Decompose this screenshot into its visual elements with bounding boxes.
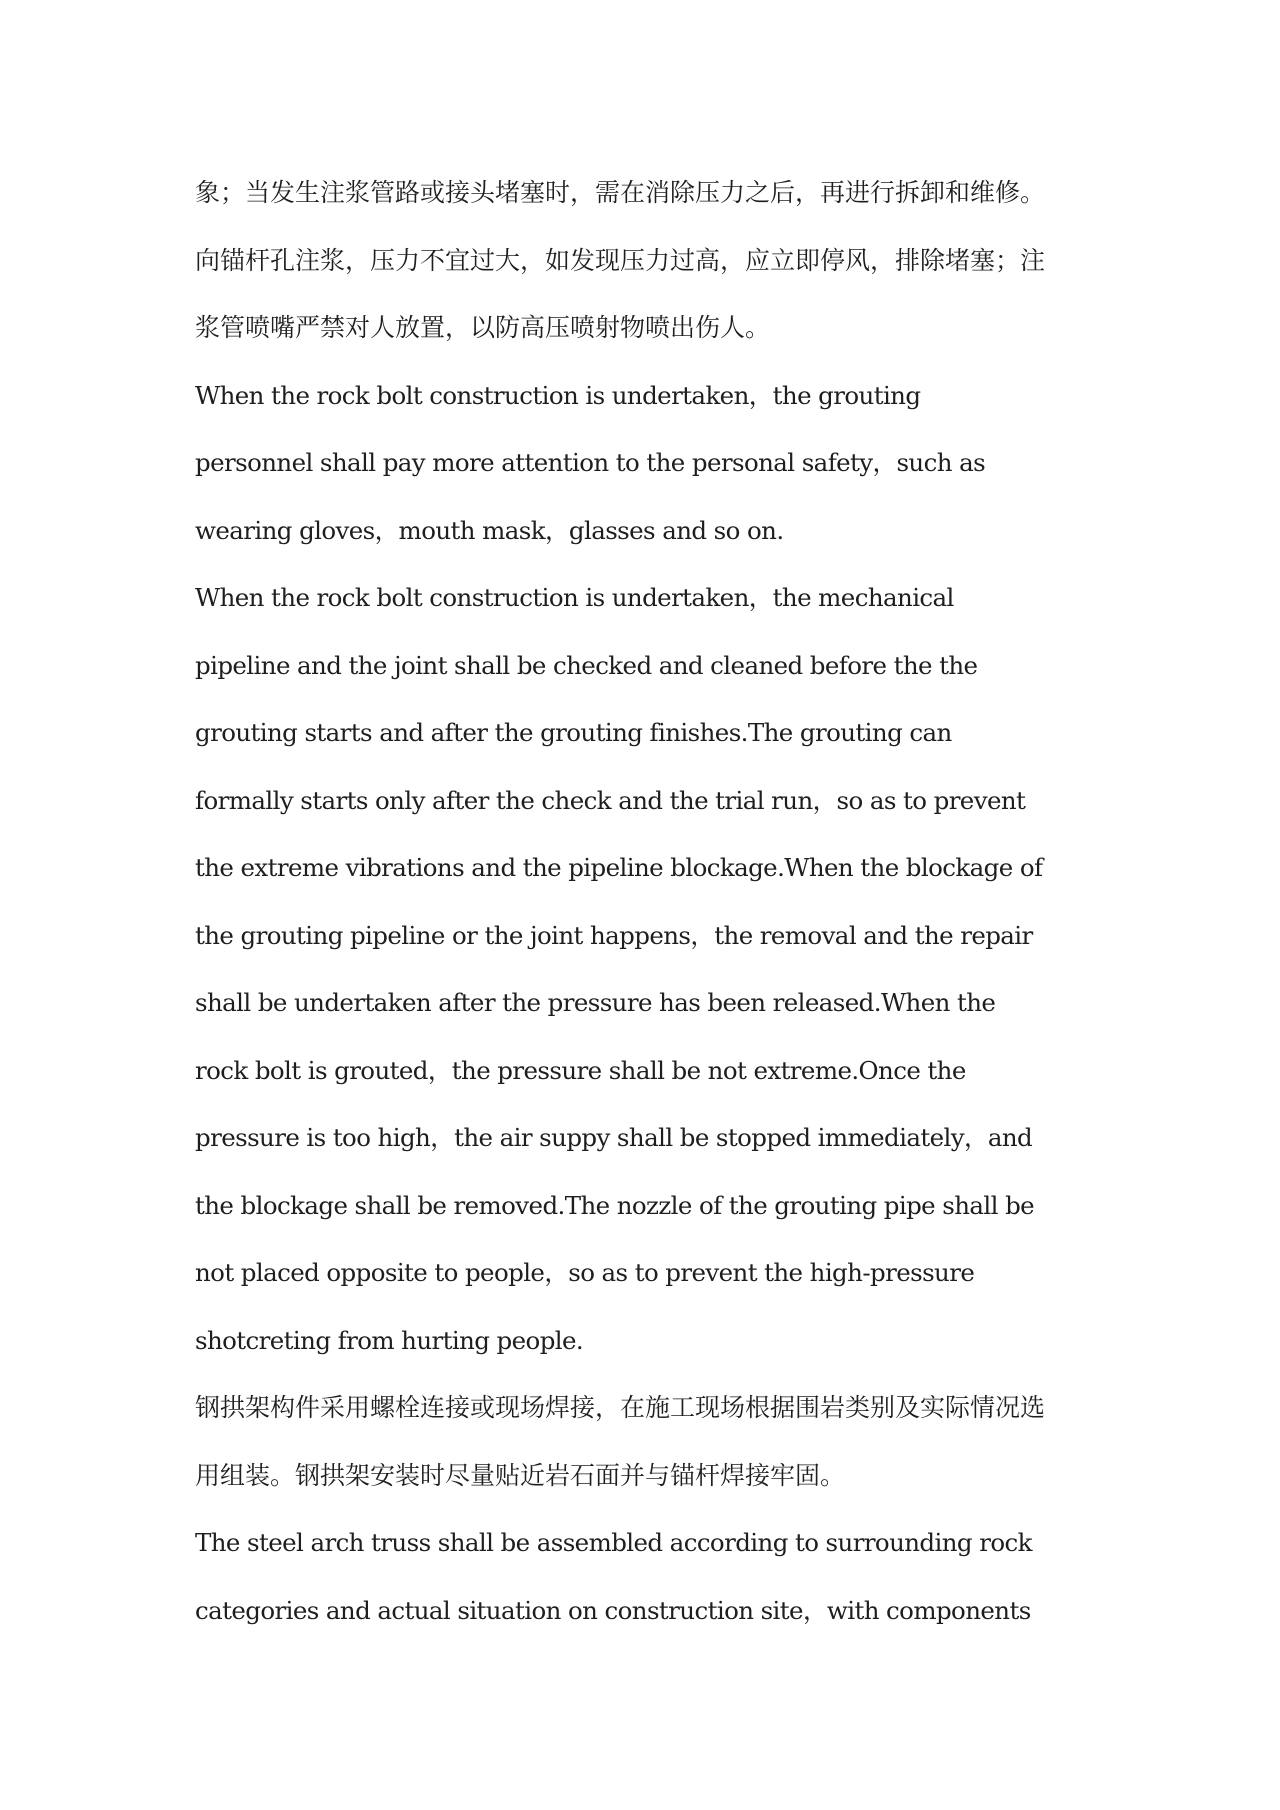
text-line: 向锚杆孔注浆，压力不宜过大，如发现压力过高，应立即停风，排除堵塞；注 <box>195 245 1046 275</box>
text-line: 用组装。钢拱架安装时尽量贴近岩石面并与锚杆焊接牢固。 <box>195 1460 846 1490</box>
text-line: categories and actual situation on construction site，with components <box>195 1595 1031 1625</box>
text-line: the grouting pipeline or the joint happens，the removal and the repair <box>195 920 1033 950</box>
text-line: pressure is too high，the air suppy shall be stopped immediately，and <box>195 1123 1033 1152</box>
paragraph-en-grouting-procedure <box>195 568 1095 1378</box>
text-line: shall be undertaken after the pressure has been released.When the <box>195 988 996 1017</box>
text-line: When the rock bolt construction is undertaken，the grouting <box>195 380 921 410</box>
text-line: When the rock bolt construction is undertaken，the mechanical <box>195 583 954 612</box>
text-line: 钢拱架构件采用螺栓连接或现场焊接，在施工现场根据围岩类别及实际情况选 <box>195 1393 1046 1422</box>
document-body <box>195 163 1095 1648</box>
text-line: formally starts only after the check and the trial run，so as to prevent <box>195 785 1026 815</box>
text-line: the extreme vibrations and the pipeline blockage.When the blockage of <box>195 853 1043 882</box>
text-line: grouting starts and after the grouting finishes.The grouting can <box>195 718 952 747</box>
text-line: 象；当发生注浆管路或接头堵塞时，需在消除压力之后，再进行拆卸和维修。 <box>195 178 1046 207</box>
paragraph-zh-grouting-safety <box>195 163 1095 366</box>
paragraph-en-personal-safety <box>195 366 1095 569</box>
text-line: rock bolt is grouted，the pressure shall be not extreme.Once the <box>195 1055 966 1085</box>
text-line: personnel shall pay more attention to the personal safety，such as <box>195 448 986 477</box>
text-line: not placed opposite to people，so as to prevent the high-pressure <box>195 1258 975 1287</box>
paragraph-en-steel-arch <box>195 1513 1095 1648</box>
text-line: shotcreting from hurting people. <box>195 1325 584 1355</box>
paragraph-zh-steel-arch <box>195 1378 1095 1513</box>
text-line: wearing gloves，mouth mask，glasses and so on. <box>195 515 784 545</box>
text-line: 浆管喷嘴严禁对人放置，以防高压喷射物喷出伤人。 <box>195 313 771 342</box>
text-line: the blockage shall be removed.The nozzle of the grouting pipe shall be <box>195 1190 1035 1220</box>
text-line: The steel arch truss shall be assembled according to surrounding rock <box>195 1528 1032 1557</box>
text-line: pipeline and the joint shall be checked and cleaned before the the <box>195 650 978 680</box>
